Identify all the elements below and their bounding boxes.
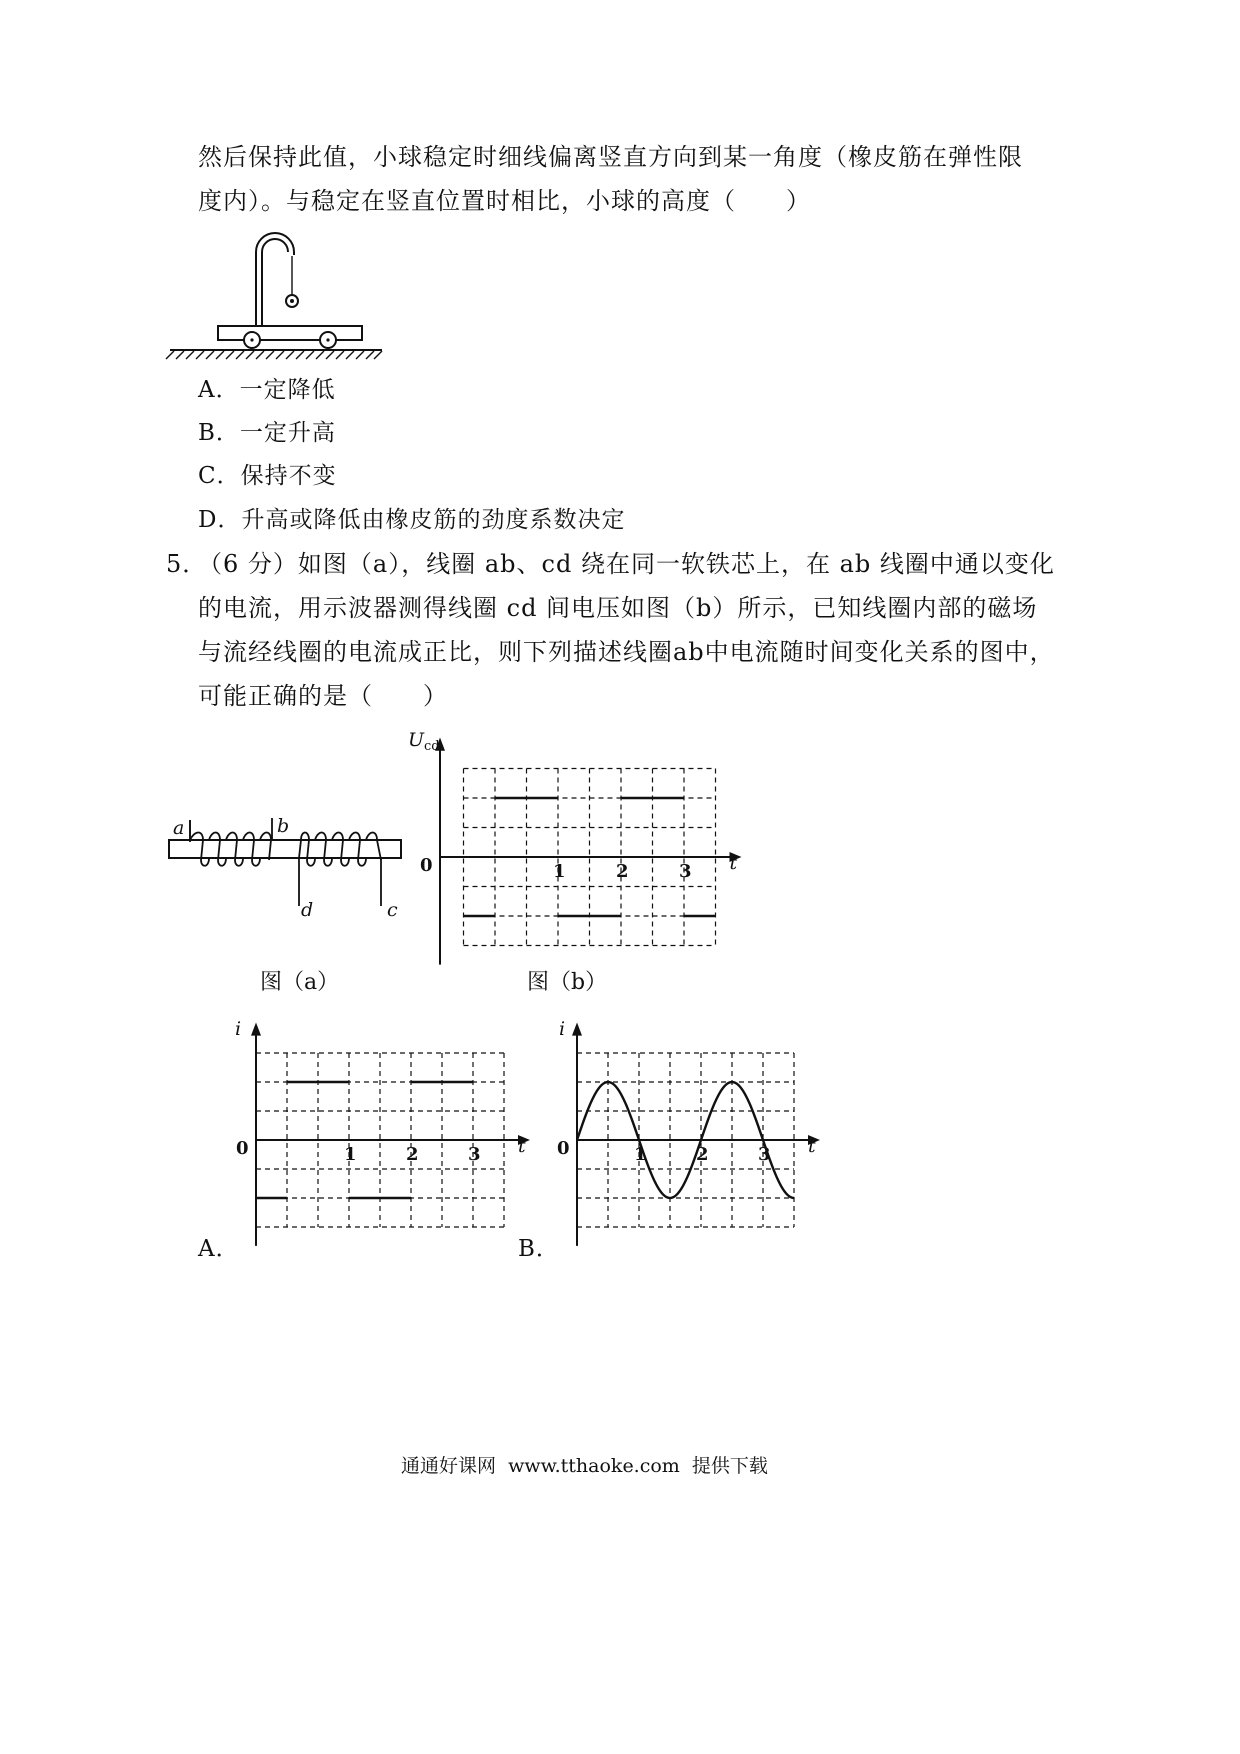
q4-option-c: C．保持不变 xyxy=(198,463,337,489)
footer-text: 通通好课网 www.tthaoke.com 提供下载 xyxy=(401,1455,768,1477)
choice-b-letter: B． xyxy=(518,1236,560,1262)
q4-text-line-1: 然后保持此值，小球稳定时细线偏离竖直方向到某一角度（橡皮筋在弹性限 xyxy=(198,143,1023,171)
fig-a-caption: 图（a） xyxy=(260,970,340,995)
q5-text-line-4: 可能正确的是（ ） xyxy=(198,682,448,710)
x-axis-label: t xyxy=(729,852,738,874)
choice-a-letter: A． xyxy=(198,1236,240,1262)
x-axis-label: t xyxy=(518,1135,526,1157)
y-axis-label: i xyxy=(559,1018,566,1040)
tick-label: 3 xyxy=(758,1144,771,1165)
tick-label: 2 xyxy=(616,861,629,882)
y-axis-label: i xyxy=(235,1018,242,1040)
y-axis-label: U xyxy=(408,729,425,751)
fig-b-caption: 图（b） xyxy=(527,970,608,995)
tick-label: 2 xyxy=(696,1144,709,1165)
q5-text-line-1: （6 分）如图（a），线圈 ab、cd 绕在同一软铁芯上，在 ab 线圈中通以变化 xyxy=(198,550,1055,578)
tick-label: 1 xyxy=(344,1144,357,1165)
tick-label: 3 xyxy=(679,861,692,882)
origin-label: 0 xyxy=(420,855,433,876)
fig-a-coils-diagram xyxy=(165,780,415,930)
choice-a-chart xyxy=(225,1005,526,1255)
fig-a-label-b: b xyxy=(277,815,290,837)
y-axis-arrow xyxy=(251,1023,261,1036)
q5-text-line-3: 与流经线圈的电流成正比，则下列描述线圈ab中电流随时间变化关系的图中， xyxy=(198,638,1055,666)
origin-label: 0 xyxy=(236,1138,249,1159)
q4-option-a: A．一定降低 xyxy=(198,377,336,403)
q5-number: 5． xyxy=(166,550,208,578)
q5-text-line-2: 的电流，用示波器测得线圈 cd 间电压如图（b）所示，已知线圈内部的磁场 xyxy=(198,594,1038,622)
choice-b-chart xyxy=(545,1005,835,1255)
tick-label: 1 xyxy=(634,1144,647,1165)
y-axis-label-subscript: cd xyxy=(424,739,440,754)
cart-pendulum-figure xyxy=(170,228,410,368)
origin-label: 0 xyxy=(557,1138,570,1159)
y-axis-arrow xyxy=(572,1023,582,1036)
q4-option-d: D．升高或降低由橡皮筋的劲度系数决定 xyxy=(198,507,626,533)
fig-a-label-a: a xyxy=(173,817,185,839)
x-axis-label: t xyxy=(808,1135,816,1157)
fig-a-label-d: d xyxy=(301,899,314,921)
tick-label: 3 xyxy=(468,1144,481,1165)
q4-option-b: B．一定升高 xyxy=(198,420,336,446)
fig-b-chart xyxy=(400,720,738,970)
fig-a-label-c: c xyxy=(387,899,398,921)
q4-text-line-2: 度内）。与稳定在竖直位置时相比，小球的高度（ ） xyxy=(198,187,811,215)
tick-label: 1 xyxy=(553,861,566,882)
tick-label: 2 xyxy=(406,1144,419,1165)
